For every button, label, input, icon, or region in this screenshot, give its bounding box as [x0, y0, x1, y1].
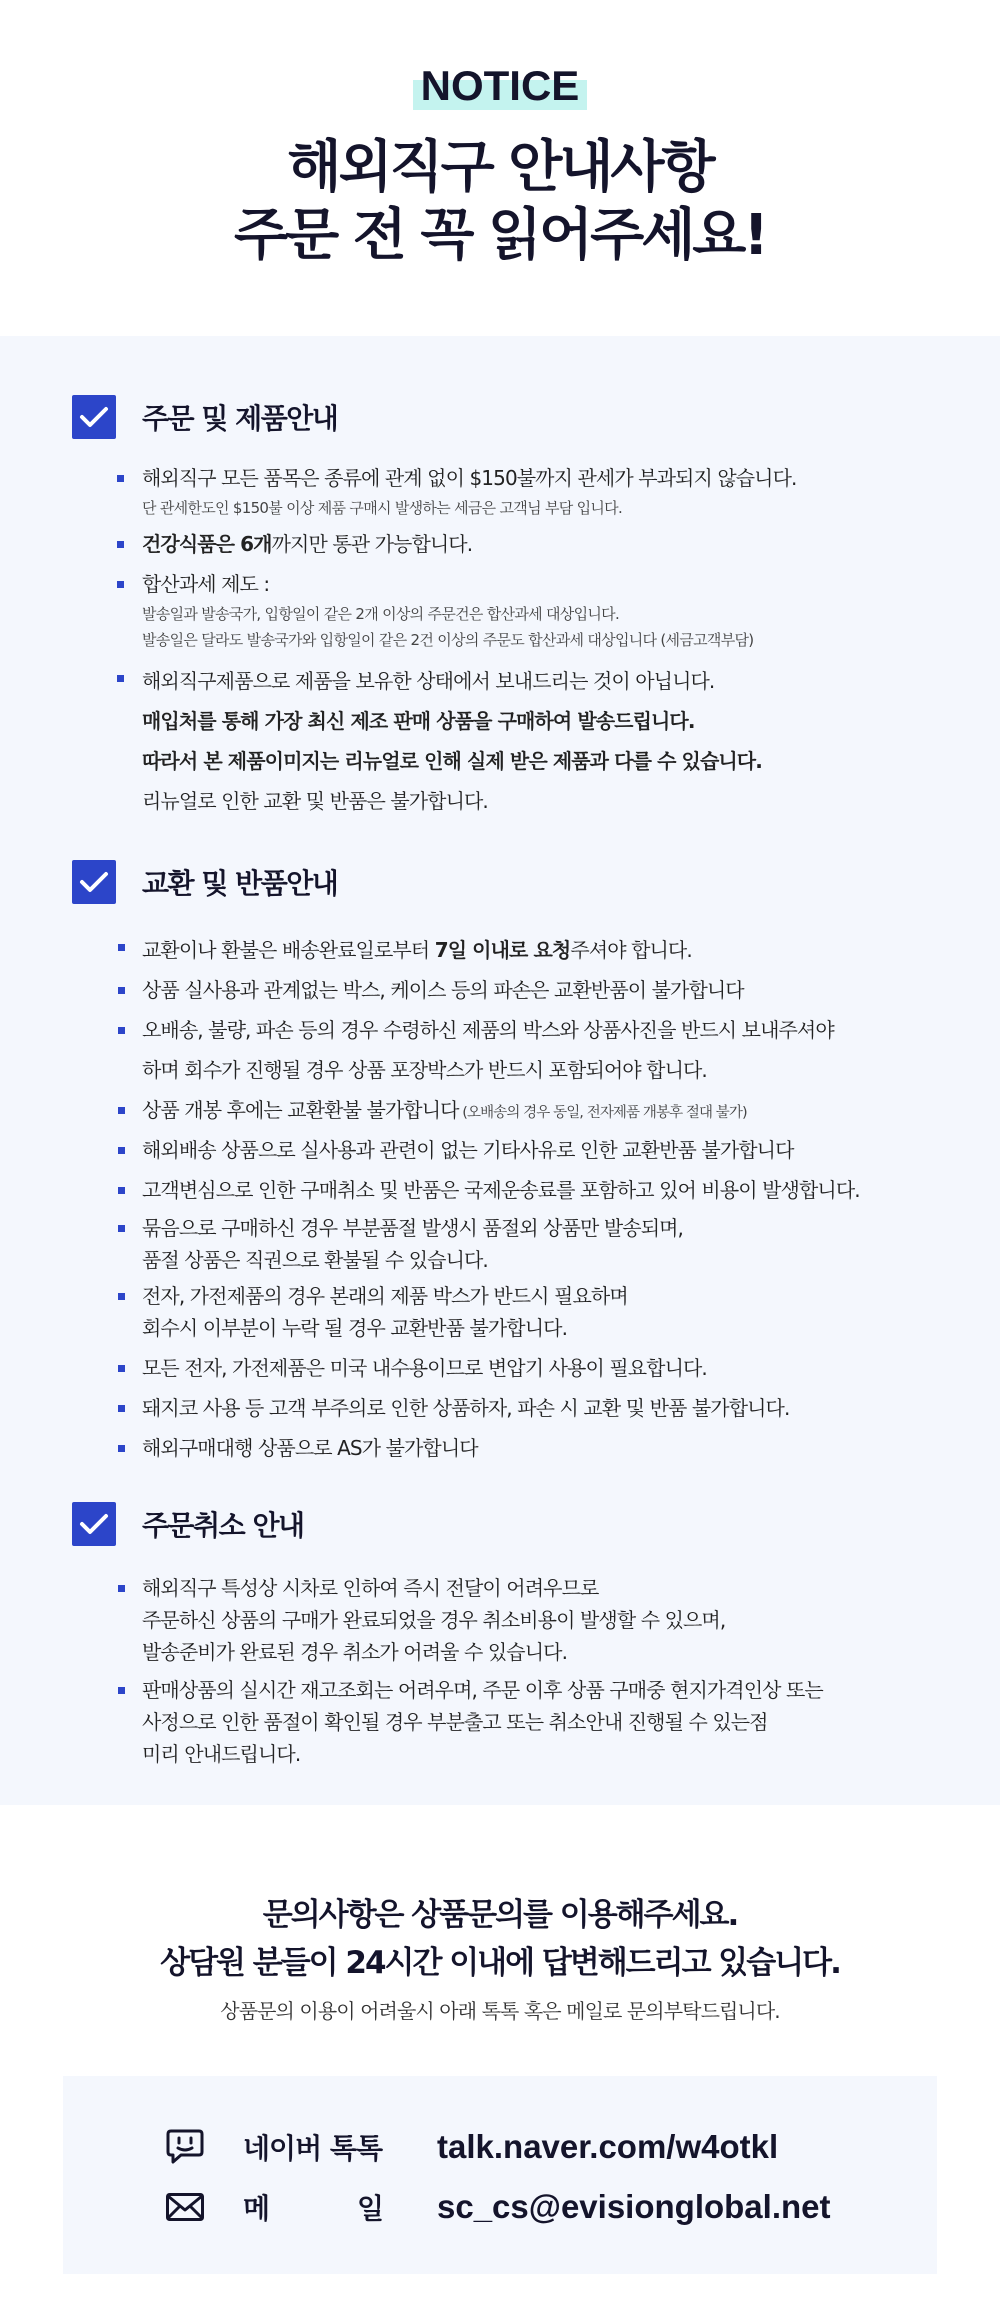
bullet-icon: [117, 581, 124, 588]
item-text: 모든 전자, 가전제품은 미국 내수용이므로 변압기 사용이 필요합니다.: [142, 1356, 707, 1380]
item-text: 사정으로 인한 품절이 확인될 경우 부분출고 또는 취소안내 진행될 수 있는점: [142, 1710, 768, 1734]
section-header: [72, 393, 1000, 441]
bullet-icon: [118, 1225, 125, 1232]
page-title-line1: 해외직구 안내사항: [287, 135, 713, 200]
item-text: 교환이나 환불은 배송완료일로부터 7일 이내로 요청주셔야 합니다.: [142, 938, 692, 962]
list-item: [72, 1170, 1000, 1210]
item-subtext: 단 관세한도인 $150불 이상 제품 구매시 발생하는 세금은 고객님 부담 입니다.: [142, 499, 623, 517]
item-text: 상품 개봉 후에는 교환환불 불가합니다 (오배송의 경우 동일, 전자제품 개봉후 절대 불가): [142, 1098, 747, 1122]
talk-link[interactable]: talk.naver.com/w4otkl: [437, 2128, 779, 2165]
list-item: [72, 527, 1000, 561]
bullet-icon: [118, 1187, 125, 1194]
item-text: 하며 회수가 진행될 경우 상품 포장박스가 반드시 포함되어야 합니다.: [142, 1058, 707, 1082]
section-title: 교환 및 반품안내: [142, 867, 338, 900]
mail-label: [243, 2187, 393, 2227]
item-text: 해외직구 모든 품목은 종류에 관계 없이 $150불까지 관세가 부과되지 않습니다.: [142, 466, 797, 490]
list-item: [72, 461, 1000, 521]
contact-title: [0, 1891, 1000, 1987]
item-text: 품절 상품은 직권으로 환불될 수 있습니다.: [142, 1248, 488, 1272]
bullet-icon: [118, 1147, 125, 1154]
section-cancel: [0, 1500, 1000, 1770]
list-item: [72, 970, 1000, 1010]
cancel-list: [72, 1572, 1000, 1770]
item-text: 해외직구제품으로 제품을 보유한 상태에서 보내드리는 것이 아닙니다.: [142, 669, 715, 693]
checkbox-checked-icon: [72, 860, 116, 904]
list-item: [72, 1090, 1000, 1130]
item-text: 오배송, 불량, 파손 등의 경우 수령하신 제품의 박스와 상품사진을 반드시 보내주셔야: [142, 1018, 834, 1042]
item-text: 전자, 가전제품의 경우 본래의 제품 박스가 반드시 필요하며: [142, 1284, 628, 1308]
item-text: 고객변심으로 인한 구매취소 및 반품은 국제운송료를 포함하고 있어 비용이 발생합니다.: [142, 1178, 860, 1202]
item-text: 발송준비가 완료된 경우 취소가 어려울 수 있습니다.: [142, 1640, 568, 1664]
item-text: 판매상품의 실시간 재고조회는 어려우며, 주문 이후 상품 구매중 현지가격인상 또는: [142, 1678, 823, 1702]
contact-subtitle: 상품문의 이용이 어려울시 아래 톡톡 혹은 메일로 문의부탁드립니다.: [220, 1999, 780, 2023]
mail-label-char: 일: [356, 2192, 383, 2225]
list-item: [72, 661, 1000, 821]
list-item: [72, 1280, 1000, 1344]
contact-card: [63, 2076, 937, 2274]
mail-label-char: 메: [243, 2192, 270, 2225]
section-order: [0, 393, 1000, 858]
chat-bubble-icon: [163, 2128, 207, 2166]
order-list: [72, 461, 1000, 821]
item-text-bold: 매입처를 통해 가장 최신 제조 판매 상품을 구매하여 발송드립니다.: [142, 709, 695, 733]
item-text: 돼지코 사용 등 고객 부주의로 인한 상품하자, 파손 시 교환 및 반품 불가합니다.: [142, 1396, 790, 1420]
list-item: [72, 1428, 1000, 1468]
list-item: [72, 930, 1000, 970]
bullet-icon: [117, 541, 124, 548]
section-exchange: [0, 858, 1000, 1500]
bullet-icon: [118, 1445, 125, 1452]
item-text: 해외배송 상품으로 실사용과 관련이 없는 기타사유로 인한 교환반품 불가합니다: [142, 1138, 794, 1162]
bullet-icon: [117, 475, 124, 482]
section-title: 주문취소 안내: [142, 1509, 304, 1542]
checkbox-checked-icon: [72, 1502, 116, 1546]
contact-title-line2: 상담원 분들이 24시간 이내에 답변해드리고 있습니다.: [160, 1945, 840, 1981]
list-item: [72, 1348, 1000, 1388]
bullet-icon: [118, 944, 125, 951]
bullet-icon: [118, 1365, 125, 1372]
list-item: [72, 567, 1000, 653]
page-title-line2: 주문 전 꼭 읽어주세요!: [234, 203, 766, 268]
item-text: 건강식품은 6개까지만 통관 가능합니다.: [142, 532, 473, 556]
item-text-bold: 따라서 본 제품이미지는 리뉴얼로 인해 실제 받은 제품과 다를 수 있습니다.: [142, 749, 762, 773]
item-text: 리뉴얼로 인한 교환 및 반품은 불가합니다.: [142, 789, 488, 813]
item-text: 묶음으로 구매하신 경우 부분품절 발생시 품절외 상품만 발송되며,: [142, 1216, 683, 1240]
item-subtext: 발송일과 발송국가, 입항일이 같은 2개 이상의 주문건은 합산과세 대상입니다.: [142, 605, 620, 623]
item-text: 회수시 이부분이 누락 될 경우 교환반품 불가합니다.: [142, 1316, 568, 1340]
list-item: [72, 1212, 1000, 1276]
bullet-icon: [117, 675, 124, 682]
section-header: [72, 1500, 1000, 1548]
bullet-icon: [118, 987, 125, 994]
bullet-icon: [118, 1585, 125, 1592]
talk-row: [63, 2120, 937, 2174]
talk-label: 네이버 톡톡: [243, 2132, 382, 2165]
item-text: 미리 안내드립니다.: [142, 1742, 301, 1766]
bullet-icon: [118, 1027, 125, 1034]
bullet-icon: [118, 1107, 125, 1114]
item-text: 합산과세 제도 :: [142, 572, 270, 596]
item-text: 주문하신 상품의 구매가 완료되었을 경우 취소비용이 발생할 수 있으며,: [142, 1608, 726, 1632]
mail-row: [63, 2180, 937, 2234]
section-title: 주문 및 제품안내: [142, 402, 338, 435]
checkbox-checked-icon: [72, 395, 116, 439]
list-item: [72, 1130, 1000, 1170]
mail-link[interactable]: sc_cs@evisionglobal.net: [437, 2188, 831, 2225]
exchange-list: [72, 930, 1000, 1468]
page-title: [0, 134, 1000, 270]
item-text: 해외구매대행 상품으로 AS가 불가합니다: [142, 1436, 478, 1460]
item-subtext: 발송일은 달라도 발송국가와 입항일이 같은 2건 이상의 주문도 합산과세 대상입니다 (세금고객부담): [142, 631, 754, 649]
section-header: [72, 858, 1000, 906]
bullet-icon: [118, 1687, 125, 1694]
list-item: [72, 1010, 1000, 1090]
contact-title-line1: 문의사항은 상품문의를 이용해주세요.: [262, 1897, 738, 1933]
list-item: [72, 1572, 1000, 1668]
info-panel: [0, 336, 1000, 1805]
notice-label: NOTICE: [420, 62, 580, 109]
item-text: 상품 실사용과 관계없는 박스, 케이스 등의 파손은 교환반품이 불가합니다: [142, 978, 744, 1002]
item-text: 해외직구 특성상 시차로 인하여 즉시 전달이 어려우므로: [142, 1576, 599, 1600]
contact-section: [0, 1805, 1000, 2316]
header: [0, 0, 1000, 336]
envelope-icon: [163, 2192, 207, 2222]
list-item: [72, 1674, 1000, 1770]
notice-badge: [421, 62, 580, 110]
bullet-icon: [118, 1293, 125, 1300]
list-item: [72, 1388, 1000, 1428]
bullet-icon: [118, 1405, 125, 1412]
